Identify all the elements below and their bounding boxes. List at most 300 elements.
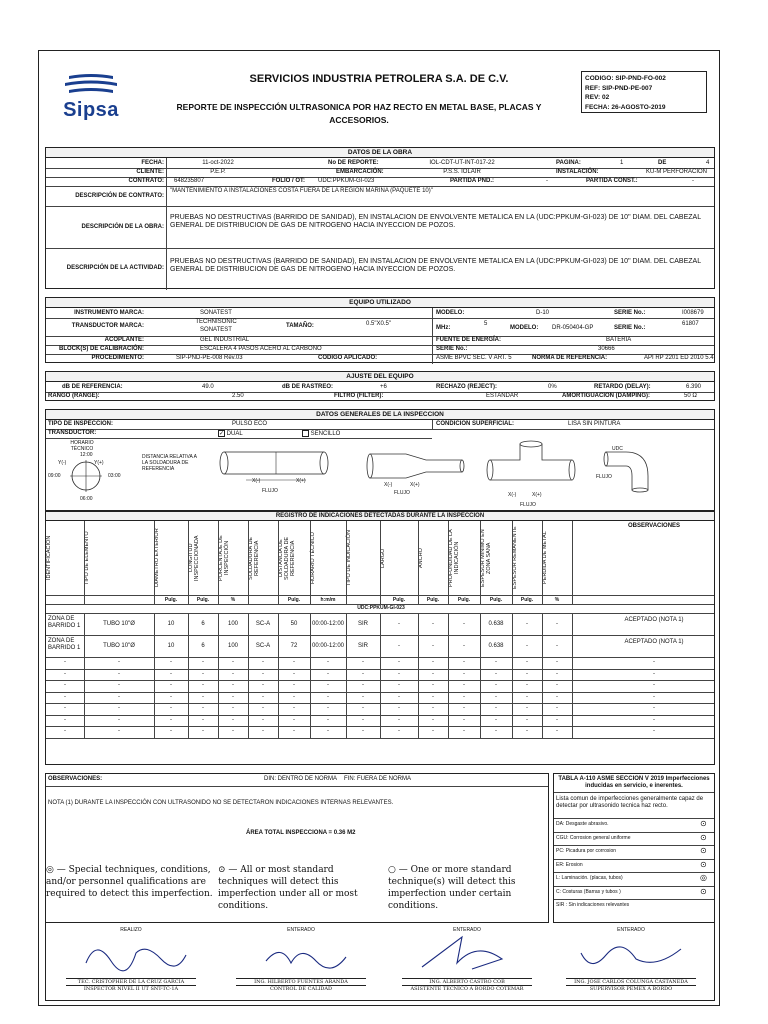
col-unit: Pulg.: [392, 597, 406, 603]
table-cell: 100: [227, 642, 238, 649]
col-line: [380, 613, 381, 738]
block-value: ESCALERA 4 PASOS ACERO AL CARBONO: [200, 346, 322, 352]
col-header: ESPESOR REMANENTE: [512, 526, 518, 590]
procedimiento-label: PROCEDIMIENTO:: [91, 355, 144, 361]
tabla-line: [554, 899, 714, 900]
table-cell-empty: -: [327, 670, 329, 677]
flujo-1: FLUJO: [262, 488, 278, 494]
signature-block: [402, 927, 532, 992]
codigo-aplicado-value: ASME BPVC SEC. V ART. 5: [436, 355, 512, 361]
serie3-label: SERIE No.:: [436, 346, 468, 352]
table-cell-empty: -: [293, 705, 295, 712]
signer-name: ING. ALBERTO CASTRO COB: [429, 979, 505, 985]
table-cell-empty: -: [362, 670, 364, 677]
col-line: [542, 521, 543, 604]
ajuste-title: AJUSTE DEL EQUIPO: [46, 372, 714, 382]
table-cell-empty: -: [432, 670, 434, 677]
signature-scribble-icon: [566, 933, 696, 973]
table-cell: ZONA DE BARRIDO 1: [48, 616, 81, 629]
col-line: [480, 613, 481, 738]
signer-title: INSPECTOR NIVEL II UT SNT-TC-1A: [66, 985, 196, 992]
hour-03: 03:00: [108, 473, 121, 479]
table-cell-empty: -: [398, 659, 400, 666]
table-cell-empty: -: [262, 659, 264, 666]
table-cell-empty: -: [262, 716, 264, 723]
table-cell-empty: -: [463, 659, 465, 666]
rango-value: 2.50: [232, 393, 244, 399]
col-line: [188, 613, 189, 738]
folio-label: FOLIO / OT:: [272, 178, 305, 184]
detectability-icon: ⊙: [700, 832, 707, 842]
fecha-value: 11-oct-2022: [202, 160, 234, 166]
col-line: [84, 521, 85, 604]
table-cell-empty: -: [398, 705, 400, 712]
standard-all-icon: ⊙: [218, 865, 226, 875]
fuente-value: BATERIA: [606, 337, 632, 343]
table-cell-empty: -: [232, 682, 234, 689]
ref: REF: SIP-PND-PE-007: [585, 84, 653, 92]
table-cell-empty: -: [327, 728, 329, 735]
table-cell: 72: [290, 642, 298, 649]
table-cell-empty: -: [463, 705, 465, 712]
horario-label: HORARIO TÉCNICO: [70, 440, 94, 452]
table-cell: -: [398, 642, 400, 649]
tamano-label: TAMAÑO:: [286, 323, 314, 329]
reducer-pipe-icon: [366, 450, 466, 486]
col-line: [542, 613, 543, 738]
table-cell-empty: -: [526, 728, 528, 735]
ajuste-section: [45, 371, 715, 401]
table-cell-empty: -: [398, 728, 400, 735]
col-header: ESPESOR MINIMO EN ZONA SANA: [480, 529, 492, 587]
table-cell: TUBO 10"Ø: [103, 642, 135, 649]
table-cell-empty: -: [170, 716, 172, 723]
tabla-item-label: CGU: Corrosion general uniforme: [556, 834, 631, 841]
acoplante-label: ACOPLANTE:: [104, 337, 144, 343]
legend-standard-all: [218, 864, 386, 912]
col-header: TIPO DE INDICACIÓN: [346, 530, 352, 586]
table-cell-empty: -: [64, 716, 66, 723]
col-line: [448, 613, 449, 738]
col-line: [310, 613, 311, 738]
tee-pipe-icon: [486, 440, 576, 498]
observaciones-label: OBSERVACIONES:: [48, 776, 103, 782]
table-cell-empty: -: [118, 659, 120, 666]
table-cell-empty: -: [170, 693, 172, 700]
table-cell-empty: -: [202, 670, 204, 677]
table-cell-empty: -: [232, 728, 234, 735]
table-cell-empty: -: [526, 682, 528, 689]
table-cell-empty: -: [495, 670, 497, 677]
col-unit: Pulg.: [457, 597, 471, 603]
table-cell: 6: [201, 620, 205, 627]
fuente-label: FUENTE DE ENERGÍA:: [436, 337, 502, 343]
signature-role: ENTERADO: [453, 927, 481, 933]
report-title-line1: REPORTE DE INSPECCIÓN ULTRASONICA POR HAZ RECTO EN METAL BASE, PLACAS Y: [176, 102, 542, 112]
obra-section: [45, 147, 715, 289]
cliente-value: P.E.P.: [210, 169, 226, 175]
table-cell-empty: -: [432, 728, 434, 735]
table-cell: SIR: [357, 620, 368, 627]
modelo2-value: DR-050404-GP: [552, 325, 594, 331]
table-cell-empty: -: [398, 716, 400, 723]
table-cell-empty: -: [262, 705, 264, 712]
table-cell-empty: -: [526, 716, 528, 723]
table-cell: SIR: [357, 642, 368, 649]
norma-label: NORMA DE REFERENCIA:: [532, 355, 608, 361]
table-cell: -: [526, 642, 528, 649]
logo-stripes-icon: [55, 73, 127, 95]
table-cell: 6: [201, 642, 205, 649]
table-cell-empty: -: [64, 682, 66, 689]
table-cell-empty: -: [293, 728, 295, 735]
embarcacion-value: P.S.S. IOLAIR: [443, 169, 481, 175]
col-line: [480, 521, 481, 604]
table-cell-empty: -: [556, 682, 558, 689]
table-cell-empty: -: [202, 716, 204, 723]
detectability-icon: ⊙: [700, 859, 707, 869]
table-cell-empty: -: [262, 728, 264, 735]
legend-special: [46, 864, 214, 900]
table-cell: ACEPTADO (NOTA 1): [624, 639, 684, 645]
desc-obra-label: DESCRIPCIÓN DE LA OBRA:: [81, 224, 164, 230]
tabla-item-label: ER: Erosion: [556, 861, 583, 868]
col-header: LONGITUD INSPECCIONADA: [188, 535, 200, 581]
table-cell-empty: -: [232, 705, 234, 712]
table-cell-empty: -: [653, 659, 655, 666]
de-label: DE: [658, 160, 667, 166]
db-ref-label: dB DE REFERENCIA:: [62, 384, 123, 390]
col-line: [512, 521, 513, 604]
filtro-value: ESTANDAR: [486, 393, 519, 399]
reporte-value: IOL-CDT-UT-INT-017-22: [429, 160, 495, 166]
table-cell: 50: [290, 620, 298, 627]
table-cell-empty: -: [398, 682, 400, 689]
x-plus-1: X(+): [296, 478, 306, 484]
logo-text: Sipsa: [63, 99, 119, 121]
col-unit: Pulg.: [489, 597, 503, 603]
table-cell-empty: -: [653, 705, 655, 712]
transductor-value-2: SONATEST: [200, 327, 232, 333]
fin-label: FIN: FUERA DE NORMA: [344, 776, 412, 782]
col-header-observaciones: OBSERVACIONES: [627, 523, 681, 529]
norma-value: API RP 2201 ED 2010 5.4: [644, 355, 714, 361]
tabla-title: TABLA A-110 ASME SECCION V 2019 Imperfecciones inducidas en servicio, e inerentes.: [558, 776, 710, 789]
table-cell-empty: -: [556, 716, 558, 723]
col-header: PROFUNDIDAD DE LA INDICACIÓN: [448, 529, 460, 587]
table-cell-empty: -: [398, 670, 400, 677]
x-minus-2: X(-): [384, 482, 393, 488]
instalacion-value: KU-M PERFORACION: [646, 169, 708, 175]
rev: REV: 02: [585, 94, 610, 101]
group-label: UDC:PPKUM-GI-023: [357, 605, 405, 611]
signature-scribble-icon: [236, 933, 366, 973]
dual-label: DUAL: [226, 431, 243, 438]
firmas-section: [45, 923, 715, 1001]
table-cell-empty: -: [170, 682, 172, 689]
table-cell-empty: -: [64, 728, 66, 735]
tabla-item-label: DA: Desgaste abrasivo.: [556, 821, 609, 827]
signature-scribble-icon: [66, 933, 196, 973]
col-unit: %: [554, 597, 560, 603]
col-unit: Pulg.: [196, 597, 210, 603]
col-line: [418, 521, 419, 604]
tamano-value: 0.5"X0.5": [366, 321, 391, 327]
obra-title: DATOS DE LA OBRA: [46, 148, 714, 158]
signature-block: [236, 927, 366, 992]
table-cell-empty: -: [362, 693, 364, 700]
table-cell-empty: -: [432, 693, 434, 700]
pagina-label: PAGINA:: [556, 160, 581, 166]
standard-some-icon: ○: [388, 865, 396, 875]
filtro-label: FILTRO (FILTER):: [334, 393, 384, 399]
tabla-line: [554, 818, 714, 819]
flujo-4: FLUJO: [596, 474, 612, 480]
generales-title: DATOS GENERALES DE LA INSPECCION: [46, 410, 714, 420]
table-cell-empty: -: [495, 682, 497, 689]
table-cell-empty: -: [202, 728, 204, 735]
contrato-label: CONTRATO:: [128, 178, 164, 184]
table-cell-empty: -: [327, 705, 329, 712]
col-line: [572, 521, 573, 604]
col-header: PERDIDA DE METAL: [542, 531, 548, 585]
table-cell-empty: -: [653, 728, 655, 735]
transductor-label: TRANSDUCTOR MARCA:: [71, 323, 144, 329]
x-plus-3: X(+): [532, 492, 542, 498]
table-cell-empty: -: [463, 682, 465, 689]
table-cell: SC-A: [255, 620, 271, 627]
signature-role: ENTERADO: [617, 927, 645, 933]
col-line: [84, 613, 85, 738]
table-cell-empty: -: [293, 693, 295, 700]
x-minus-1: X(-): [252, 478, 261, 484]
db-rastreo-label: dB DE RASTREO:: [282, 384, 333, 390]
col-header: DIAMETRO EXTERIOR: [154, 528, 160, 588]
col-line: [154, 521, 155, 604]
legend-special-text: — Special techniques, conditions, and/or personnel qualifications are required to detect this imperfection.: [46, 865, 213, 899]
col-header: DISTANCIA DE SOLDADURA DE REFERENCIA: [278, 536, 296, 580]
table-cell-empty: -: [64, 705, 66, 712]
sencillo-label: SENCILLO: [310, 431, 341, 438]
table-cell: 00:00-12:00: [311, 642, 345, 649]
instrumento-value: SONATEST: [200, 310, 232, 316]
table-cell-empty: -: [170, 705, 172, 712]
tabla-item-label: SIR : Sin indicaciones relevantes: [556, 902, 630, 908]
block-label: BLOCK(S) DE CALIBRACIÓN:: [59, 346, 144, 352]
table-cell-empty: -: [118, 670, 120, 677]
desc-actividad-value: PRUEBAS NO DESTRUCTIVAS (BARRIDO DE SANIDAD), EN INSTALACION DE ENVOLVENTE METALICA EN LA (UDC:PPKUM-GI-023) DE 10" DIAM. DEL CABEZAL GENERAL DE DISTRIBUCION DE GAS DE NITROGENO HACIA INYECCION DE POZOS.: [170, 258, 701, 273]
detectability-icon: ⊙: [700, 886, 707, 896]
company-name: SERVICIOS INDUSTRIA PETROLERA S.A. DE C.V.: [249, 73, 509, 85]
table-cell: 0.638: [488, 620, 504, 627]
col-line: [248, 521, 249, 604]
flujo-2: FLUJO: [394, 490, 410, 496]
table-cell-empty: -: [526, 705, 528, 712]
folio-value: UDC:PPKUM-GI-023: [318, 178, 375, 184]
table-cell: -: [463, 642, 465, 649]
equipo-title: EQUIPO UTILIZADO: [46, 298, 714, 308]
tipo-inspeccion-value: PULSO ECO: [232, 421, 268, 427]
company-logo: [55, 73, 127, 121]
condicion-value: LISA SIN PINTURA: [568, 421, 621, 427]
desc-contrato-value: "MANTENIMIENTO A INSTALACIONES COSTA FUERA DE LA REGION MARINA (PAQUETE 10)": [170, 188, 433, 194]
col-unit: Pulg.: [287, 597, 301, 603]
table-cell: -: [556, 620, 558, 627]
table-cell-empty: -: [463, 728, 465, 735]
modelo-label: MODELO:: [436, 310, 465, 316]
dual-option[interactable]: [218, 430, 243, 438]
rechazo-value: 0%: [548, 384, 557, 390]
legend-standard-some: [388, 864, 548, 912]
col-header: PORCENTAJE DE INSPECCIÓN: [218, 535, 230, 581]
desc-actividad-label: DESCRIPCIÓN DE LA ACTIVIDAD:: [66, 265, 164, 271]
serie-value: I008679: [682, 310, 704, 316]
partida-pnd-label: PARTIDA PND.:: [450, 178, 494, 184]
hour-06: 06:00: [80, 496, 93, 502]
table-cell-empty: -: [432, 682, 434, 689]
contrato-value: 648235807: [174, 178, 205, 184]
tabla-line: [554, 832, 714, 833]
registro-title: REGISTRO DE INDICACIONES DETECTADAS DURANTE LA INSPECCION: [46, 512, 714, 521]
serie2-label: SERIE No.:: [614, 325, 646, 331]
serie2-value: 61807: [682, 321, 699, 327]
table-cell-empty: -: [64, 670, 66, 677]
codigo: CODIGO: SIP-PND-FO-002: [585, 75, 666, 82]
table-cell-empty: -: [293, 670, 295, 677]
table-cell: 10: [167, 620, 175, 627]
special-technique-icon: ◎: [46, 865, 54, 875]
observaciones-section: [45, 773, 549, 923]
table-cell-empty: -: [232, 716, 234, 723]
serie3-value: 30666: [598, 346, 615, 352]
x-plus-2: X(+): [410, 482, 420, 488]
col-line: [346, 613, 347, 738]
area-total: ÁREA TOTAL INSPECCIONA = 0.36 M2: [246, 830, 356, 836]
table-cell-empty: -: [556, 728, 558, 735]
modelo2-label: MODELO:: [510, 325, 539, 331]
report-title: [139, 101, 579, 127]
fecha-doc: FECHA: 26-AGOSTO-2019: [585, 103, 666, 111]
table-cell-empty: -: [293, 682, 295, 689]
partida-const-value: -: [692, 178, 694, 184]
table-cell-empty: -: [556, 705, 558, 712]
x-minus-3: X(-): [508, 492, 517, 498]
report-page: [38, 50, 720, 1006]
table-cell-empty: -: [362, 728, 364, 735]
table-cell-empty: -: [293, 716, 295, 723]
col-header: TIPO DE ELEMENTO: [84, 531, 90, 585]
legend-standard-all-text: — All or most standard techniques will detect this imperfection under all or most conditions.: [218, 865, 358, 911]
table-cell: 10: [167, 642, 175, 649]
table-cell-empty: -: [495, 705, 497, 712]
col-unit: Pulg.: [426, 597, 440, 603]
table-cell-empty: -: [293, 659, 295, 666]
generales-section: [45, 409, 715, 511]
table-cell-empty: -: [327, 659, 329, 666]
y-plus: Y(+): [94, 460, 104, 466]
signature-block: [566, 927, 696, 992]
table-cell-empty: -: [432, 659, 434, 666]
serie-label: SERIE No.:: [614, 310, 646, 316]
table-cell-empty: -: [495, 716, 497, 723]
table-cell-empty: -: [170, 728, 172, 735]
tabla-line: [554, 845, 714, 846]
document-control-box: [581, 71, 707, 113]
distancia-label: DISTANCIA RELATIVA A LA SOLDADURA DE REFERENCIA: [142, 454, 197, 472]
table-cell-empty: -: [262, 670, 264, 677]
udc-label: UDC: [612, 446, 623, 452]
col-line: [346, 521, 347, 604]
table-cell-empty: -: [118, 728, 120, 735]
transductor-value-1: TECHNISONIC: [195, 319, 237, 325]
table-cell: 0.638: [488, 642, 504, 649]
signature-role: ENTERADO: [287, 927, 315, 933]
sencillo-option[interactable]: [302, 430, 340, 438]
table-cell-empty: -: [327, 693, 329, 700]
col-line: [218, 521, 219, 604]
mhz-label: MHz:: [436, 325, 451, 331]
instalacion-label: INSTALACIÓN:: [556, 169, 599, 175]
tabla-item-label: L: Laminación. (placas, tubos): [556, 875, 623, 881]
nota-1: NOTA (1) DURANTE LA INSPECCIÓN CON ULTRASONIDO NO SE DETECTARON INDICACIONES INTERNAS RELEVANTES.: [48, 800, 394, 806]
col-header: IDENTIFICACIÓN: [46, 535, 52, 581]
procedimiento-value: SIP-PND-PE-008 Rev.03: [176, 355, 243, 361]
reporte-label: No DE REPORTE:: [328, 160, 379, 166]
table-cell-empty: -: [170, 670, 172, 677]
table-cell-empty: -: [463, 693, 465, 700]
table-cell-empty: -: [327, 716, 329, 723]
de-value: 4: [706, 160, 710, 166]
col-line: [188, 521, 189, 604]
tabla-item-label: C: Costuras (Barras y tubos ): [556, 888, 621, 895]
instrumento-label: INSTRUMENTO MARCA:: [74, 310, 144, 316]
tabla-line: [554, 859, 714, 860]
table-cell-empty: -: [556, 659, 558, 666]
db-ref-value: 49.0: [202, 384, 214, 390]
table-cell-empty: -: [526, 693, 528, 700]
table-cell: -: [398, 620, 400, 627]
tipo-inspeccion-label: TIPO DE INSPECCION:: [48, 421, 114, 427]
table-cell: -: [432, 620, 434, 627]
table-row-line: [46, 738, 714, 739]
col-header: SOLDADURA DE REFERENCIA: [248, 536, 260, 580]
codigo-aplicado-label: CODIGO APLICADO:: [318, 355, 378, 361]
dual-checkbox[interactable]: ✓: [219, 431, 225, 437]
table-cell-empty: -: [262, 682, 264, 689]
signer-name: ING. HILBERTO FUENTES ARANDA: [254, 979, 348, 985]
table-cell-empty: -: [232, 659, 234, 666]
table-cell-empty: -: [202, 659, 204, 666]
table-cell-empty: -: [495, 728, 497, 735]
modelo-value: D-10: [536, 310, 550, 316]
col-unit: %: [230, 597, 236, 603]
equipo-section: [45, 297, 715, 363]
table-cell-empty: -: [432, 705, 434, 712]
embarcacion-label: EMBARCACIÓN:: [336, 169, 384, 175]
table-cell-empty: -: [463, 670, 465, 677]
col-line: [448, 521, 449, 604]
flujo-3: FLUJO: [520, 502, 536, 508]
table-cell-empty: -: [202, 682, 204, 689]
table-cell: -: [432, 642, 434, 649]
fecha-label: FECHA:: [141, 160, 164, 166]
table-cell-empty: -: [495, 659, 497, 666]
table-cell-empty: -: [118, 693, 120, 700]
tabla-item-label: PC: Picadura por corrosion: [556, 848, 617, 854]
table-cell-empty: -: [653, 693, 655, 700]
sencillo-checkbox[interactable]: [302, 430, 309, 437]
col-unit: Pulg.: [520, 597, 534, 603]
